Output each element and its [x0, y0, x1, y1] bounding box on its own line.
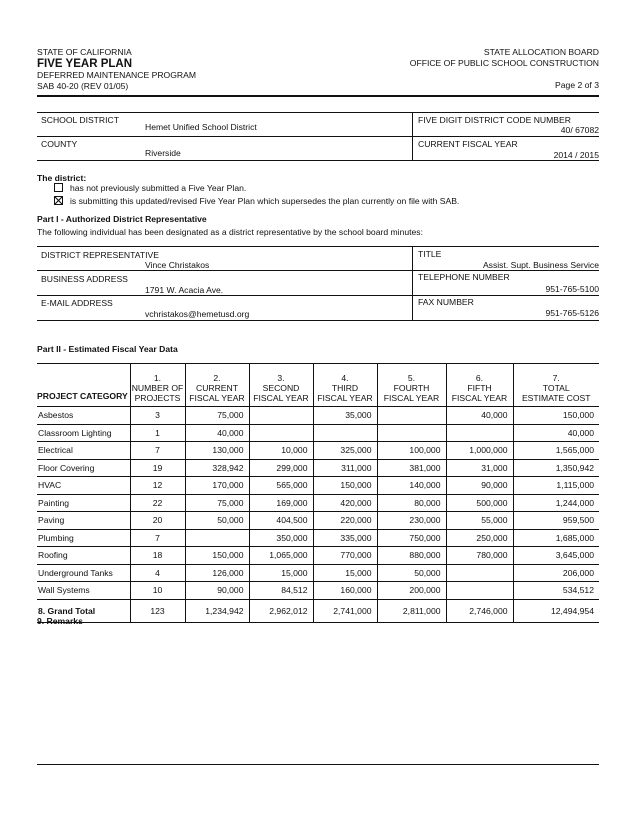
amount-cell: 404,500	[249, 512, 313, 530]
column-header-line: 4.	[341, 373, 349, 383]
amount-cell: 130,000	[185, 442, 249, 460]
amount-cell: 170,000	[185, 477, 249, 495]
table-row	[37, 494, 599, 512]
rep-box-divider	[412, 246, 413, 320]
table-row	[37, 407, 599, 425]
amount-cell: 1,000,000	[446, 442, 513, 460]
amount-cell: 1,565,000	[513, 442, 599, 460]
column-header	[185, 364, 249, 407]
amount-cell: 15,000	[249, 564, 313, 582]
page-number: Page 2 of 3	[555, 80, 599, 90]
amount-cell	[249, 407, 313, 425]
amount-cell: 40,000	[513, 424, 599, 442]
amount-cell: 55,000	[446, 512, 513, 530]
project-count-cell: 4	[130, 564, 185, 582]
amount-cell: 381,000	[377, 459, 446, 477]
column-header	[513, 364, 599, 407]
amount-cell	[446, 424, 513, 442]
form-header-left	[37, 47, 196, 92]
project-count-cell: 7	[130, 529, 185, 547]
grand-total-row	[37, 599, 599, 622]
amount-cell	[249, 424, 313, 442]
column-header-line: FIFTH	[467, 383, 492, 393]
district-box-bottom	[37, 160, 599, 161]
title-label: TITLE	[418, 249, 442, 259]
amount-cell: 534,512	[513, 582, 599, 600]
column-header-line: FISCAL YEAR	[189, 393, 245, 403]
column-header-line: 7.	[552, 373, 560, 383]
amount-cell: 2,746,000	[446, 599, 513, 622]
amount-cell: 2,962,012	[249, 599, 313, 622]
amount-cell: 84,512	[249, 582, 313, 600]
check-x-icon	[55, 197, 62, 204]
not-submitted-checkbox[interactable]	[54, 183, 63, 192]
district-box-top	[37, 112, 599, 113]
amount-cell: 2,811,000	[377, 599, 446, 622]
rep-box-row1	[37, 270, 599, 271]
column-header	[446, 364, 513, 407]
amount-cell: 335,000	[313, 529, 377, 547]
table-row	[37, 442, 599, 460]
amount-cell: 328,942	[185, 459, 249, 477]
form-title: FIVE YEAR PLAN	[37, 58, 132, 70]
category-cell: Wall Systems	[37, 582, 130, 600]
amount-cell: 200,000	[377, 582, 446, 600]
form-id: SAB 40-20 (REV 01/05)	[37, 81, 129, 91]
table-row	[37, 564, 599, 582]
category-cell: HVAC	[37, 477, 130, 495]
fax-value: 951-765-5126	[545, 308, 599, 318]
county-value: Riverside	[145, 148, 181, 158]
title-value: Assist. Supt. Business Service	[482, 260, 599, 270]
amount-cell: 1,065,000	[249, 547, 313, 565]
column-header-line: PROJECTS	[134, 393, 181, 403]
column-header	[377, 364, 446, 407]
amount-cell	[313, 424, 377, 442]
column-header	[130, 364, 185, 407]
amount-cell: 565,000	[249, 477, 313, 495]
project-count-cell: 18	[130, 547, 185, 565]
district-rep-value: Vince Christakos	[145, 260, 210, 270]
amount-cell: 126,000	[185, 564, 249, 582]
amount-cell: 169,000	[249, 494, 313, 512]
revised-plan-label: is submitting this updated/revised Five Year Plan which supersedes the plan currently on file with SAB.	[70, 196, 460, 206]
amount-cell: 1,244,000	[513, 494, 599, 512]
part1-heading: Part I - Authorized District Representative	[37, 214, 207, 224]
project-count-cell: 1	[130, 424, 185, 442]
amount-cell: 325,000	[313, 442, 377, 460]
category-cell: Roofing	[37, 547, 130, 565]
rep-box-row2	[37, 295, 599, 296]
amount-cell: 100,000	[377, 442, 446, 460]
business-address-label: BUSINESS ADDRESS	[41, 274, 128, 284]
category-cell: Underground Tanks	[37, 564, 130, 582]
category-cell: Painting	[37, 494, 130, 512]
column-header-line: 3.	[277, 373, 285, 383]
category-cell: Classroom Lighting	[37, 424, 130, 442]
project-count-cell: 3	[130, 407, 185, 425]
header-divider	[37, 95, 599, 97]
column-header-line: 5.	[407, 373, 416, 383]
column-header-line: CURRENT	[195, 383, 238, 393]
amount-cell: 35,000	[313, 407, 377, 425]
category-cell: Paving	[37, 512, 130, 530]
board-label: STATE ALLOCATION BOARD	[483, 47, 599, 57]
amount-cell: 206,000	[513, 564, 599, 582]
district-code-label: FIVE DIGIT DISTRICT CODE NUMBER	[418, 115, 571, 125]
fiscal-year-table	[37, 364, 599, 623]
amount-cell: 75,000	[185, 494, 249, 512]
column-header-line: SECOND	[262, 383, 300, 393]
telephone-label: TELEPHONE NUMBER	[418, 272, 510, 282]
project-count-cell: 12	[130, 477, 185, 495]
amount-cell: 1,115,000	[513, 477, 599, 495]
not-submitted-label: has not previously submitted a Five Year Plan.	[70, 183, 247, 193]
amount-cell: 15,000	[313, 564, 377, 582]
fiscal-year-label: CURRENT FISCAL YEAR	[418, 139, 518, 149]
project-count-cell: 19	[130, 459, 185, 477]
amount-cell: 299,000	[249, 459, 313, 477]
district-box-divider	[412, 112, 413, 160]
amount-cell: 350,000	[249, 529, 313, 547]
column-header-line: TOTAL	[542, 383, 570, 393]
category-cell: Floor Covering	[37, 459, 130, 477]
part2-heading: Part II - Estimated Fiscal Year Data	[37, 344, 178, 354]
school-district-value: Hemet Unified School District	[145, 122, 257, 132]
project-count-cell: 22	[130, 494, 185, 512]
district-rep-label: DISTRICT REPRESENTATIVE	[41, 250, 159, 260]
remarks-heading: 9. Remarks	[37, 616, 83, 626]
column-header-line: NUMBER OF	[131, 383, 184, 393]
table-row	[37, 459, 599, 477]
state-label: STATE OF CALIFORNIA	[37, 47, 132, 57]
part1-intro: The following individual has been designated as a district representative by the school board minutes:	[37, 227, 423, 237]
email-label: E-MAIL ADDRESS	[41, 298, 113, 308]
amount-cell: 40,000	[185, 424, 249, 442]
amount-cell: 90,000	[185, 582, 249, 600]
amount-cell: 40,000	[446, 407, 513, 425]
amount-cell: 90,000	[446, 477, 513, 495]
district-status-heading: The district:	[37, 173, 87, 183]
column-header-line: FISCAL YEAR	[383, 393, 440, 403]
business-address-value: 1791 W. Acacia Ave.	[145, 285, 224, 295]
project-count-cell: 7	[130, 442, 185, 460]
amount-cell	[377, 407, 446, 425]
telephone-value: 951-765-5100	[545, 284, 599, 294]
column-header-category: PROJECT CATEGORY	[37, 364, 130, 407]
amount-cell: 150,000	[185, 547, 249, 565]
amount-cell: 750,000	[377, 529, 446, 547]
amount-cell: 10,000	[249, 442, 313, 460]
amount-cell: 140,000	[377, 477, 446, 495]
table-row	[37, 547, 599, 565]
revised-plan-checkbox[interactable]	[54, 196, 63, 205]
amount-cell: 1,234,942	[185, 599, 249, 622]
county-label: COUNTY	[41, 139, 78, 149]
amount-cell: 1,350,942	[513, 459, 599, 477]
office-label: OFFICE OF PUBLIC SCHOOL CONSTRUCTION	[409, 58, 599, 68]
amount-cell: 220,000	[313, 512, 377, 530]
column-header-line: FISCAL YEAR	[317, 393, 373, 403]
amount-cell: 50,000	[377, 564, 446, 582]
amount-cell: 500,000	[446, 494, 513, 512]
amount-cell: 1,685,000	[513, 529, 599, 547]
table-row	[37, 582, 599, 600]
column-header-line: 2.	[213, 373, 221, 383]
category-cell: 8. Grand Total	[37, 599, 130, 622]
category-cell: Plumbing	[37, 529, 130, 547]
amount-cell: 780,000	[446, 547, 513, 565]
table-row	[37, 529, 599, 547]
amount-cell	[446, 564, 513, 582]
amount-cell	[446, 582, 513, 600]
column-header-line: FOURTH	[393, 383, 430, 393]
amount-cell: 230,000	[377, 512, 446, 530]
column-header-line: ESTIMATE COST	[521, 393, 591, 403]
amount-cell	[377, 424, 446, 442]
table-header-row	[37, 364, 599, 407]
amount-cell: 31,000	[446, 459, 513, 477]
school-district-label: SCHOOL DISTRICT	[41, 115, 119, 125]
column-header-line: THIRD	[331, 383, 359, 393]
amount-cell: 770,000	[313, 547, 377, 565]
table-row	[37, 424, 599, 442]
amount-cell: 150,000	[313, 477, 377, 495]
amount-cell: 12,494,954	[513, 599, 599, 622]
form-header-right	[410, 47, 599, 91]
column-header-line: FISCAL YEAR	[451, 393, 508, 403]
table-body	[37, 407, 599, 623]
table-row	[37, 477, 599, 495]
category-cell: Electrical	[37, 442, 130, 460]
column-header	[249, 364, 313, 407]
amount-cell: 250,000	[446, 529, 513, 547]
amount-cell: 311,000	[313, 459, 377, 477]
amount-cell: 880,000	[377, 547, 446, 565]
amount-cell: 50,000	[185, 512, 249, 530]
district-code-value: 40/ 67082	[560, 125, 599, 135]
project-count-cell: 20	[130, 512, 185, 530]
amount-cell	[185, 529, 249, 547]
amount-cell: 80,000	[377, 494, 446, 512]
amount-cell: 959,500	[513, 512, 599, 530]
amount-cell: 420,000	[313, 494, 377, 512]
project-count-cell: 10	[130, 582, 185, 600]
amount-cell: 75,000	[185, 407, 249, 425]
fax-label: FAX NUMBER	[418, 297, 474, 307]
column-header-line: FISCAL YEAR	[253, 393, 309, 403]
program-label: DEFERRED MAINTENANCE PROGRAM	[37, 70, 196, 80]
category-cell: Asbestos	[37, 407, 130, 425]
district-box-mid	[37, 136, 599, 137]
amount-cell: 160,000	[313, 582, 377, 600]
column-header-line: 1.	[153, 373, 162, 383]
rep-box-bottom	[37, 320, 599, 321]
rep-box-top	[37, 246, 599, 247]
amount-cell: 150,000	[513, 407, 599, 425]
email-value: vchristakos@hemetusd.org	[145, 309, 250, 319]
column-header-line: 6.	[475, 373, 484, 383]
fiscal-year-value: 2014 / 2015	[553, 150, 599, 160]
amount-cell: 3,645,000	[513, 547, 599, 565]
remarks-bottom-line	[37, 764, 599, 765]
column-header	[313, 364, 377, 407]
project-count-cell: 123	[130, 599, 185, 622]
table-row	[37, 512, 599, 530]
amount-cell: 2,741,000	[313, 599, 377, 622]
